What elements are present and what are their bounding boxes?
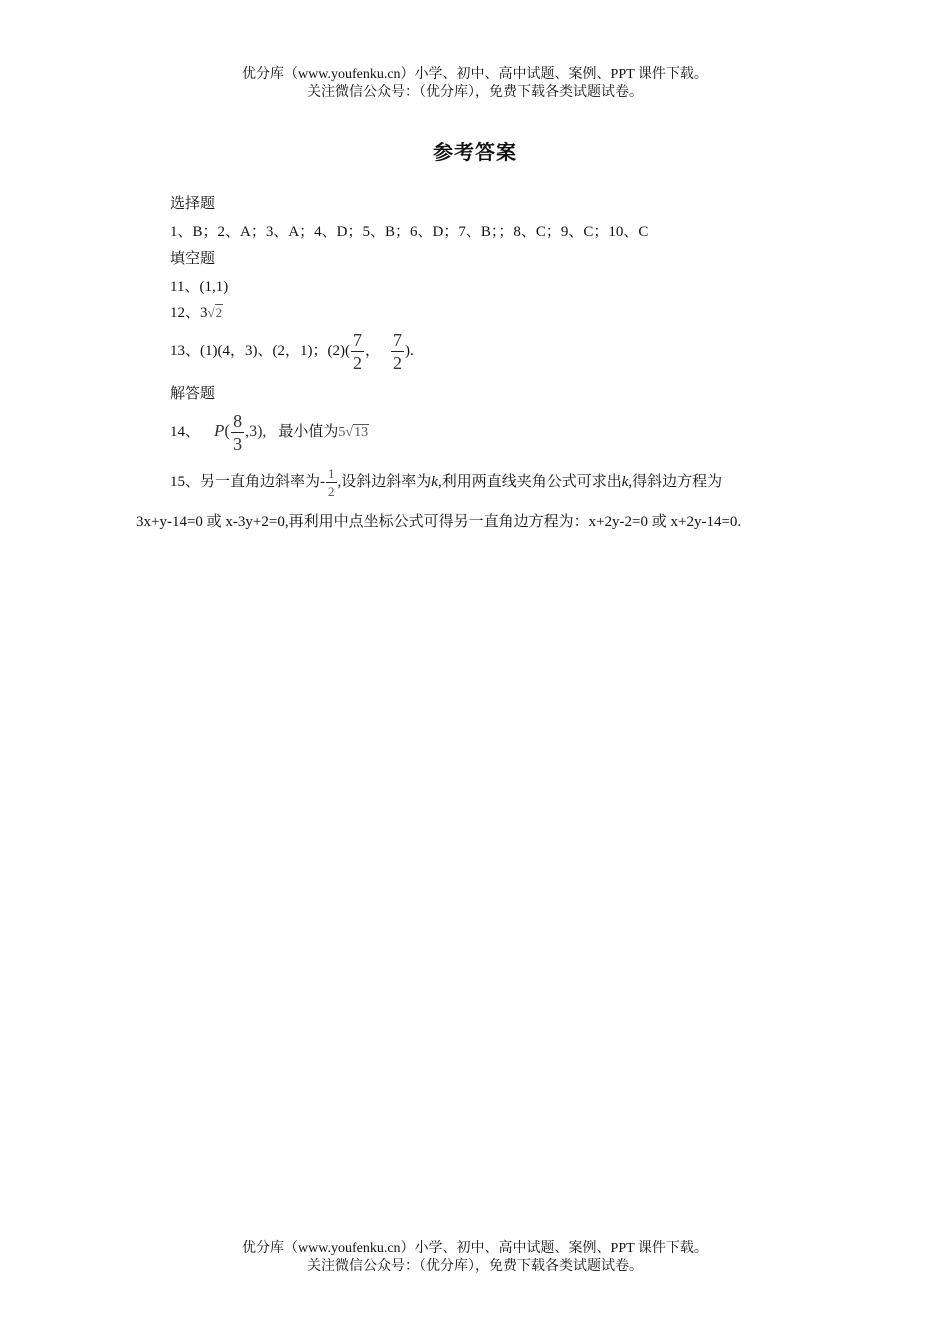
section-solve-heading: 解答题: [170, 386, 216, 402]
header-line-2: 关注微信公众号：（优分库），免费下载各类试题试卷。: [307, 85, 643, 100]
answer-15-k1: k: [431, 474, 438, 490]
fraction-numerator: 7: [392, 330, 402, 351]
answer-12: [170, 303, 223, 323]
answer-15-fraction: [326, 467, 337, 498]
page-header: [0, 66, 950, 102]
answer-13-suffix: ).: [404, 343, 414, 359]
answer-15-a: 15、另一直角边斜率为-: [170, 474, 325, 490]
answer-12-radicand: 2: [215, 305, 223, 320]
sqrt-symbol: √2: [207, 305, 223, 320]
answer-13-prefix: 13、(1)(4，3)、(2，1)；(2)(: [170, 343, 350, 359]
answer-14-min-value: 5√13: [338, 425, 369, 440]
answer-14-point: P: [214, 421, 225, 440]
answer-14-min-coef: 5: [338, 425, 346, 440]
answer-15-c: ,利用两直线夹角公式可求出: [437, 474, 622, 490]
answer-14: [170, 410, 369, 454]
answer-15-line-2: 3x+y-14=0 或 x-3y+2=0,再利用中点坐标公式可得另一直角边方程为：x+2y-2=0 或 x+2y-14=0.: [136, 514, 742, 530]
footer-line-1: 优分库（www.youfenku.cn）小学、初中、高中试题、案例、PPT 课件下载。: [242, 1241, 708, 1256]
fraction-numerator: 7: [352, 330, 362, 351]
page-footer: [0, 1240, 950, 1276]
answer-14-min-label: 最小值为: [278, 424, 339, 440]
fraction-numerator: 1: [328, 466, 335, 482]
answer-14-rest: ,3),: [245, 423, 267, 440]
answer-15-k2: k: [621, 474, 629, 490]
choice-answers: 1、B；2、A；3、A；4、D；5、B；6、D；7、B；；8、C；9、C；10、C: [170, 224, 649, 240]
fraction-denominator: 2: [328, 484, 335, 500]
answer-13-separator: ，: [364, 343, 380, 359]
answer-14-open: (: [224, 421, 231, 440]
section-choice-heading: 选择题: [170, 196, 216, 212]
footer-line-2: 关注微信公众号：（优分库），免费下载各类试题试卷。: [307, 1259, 643, 1274]
fraction-denominator: 2: [392, 353, 402, 374]
answer-12-prefix: 12、3: [170, 305, 208, 321]
answer-13-fraction-2: [391, 331, 404, 372]
section-fill-heading: 填空题: [170, 251, 216, 267]
answer-15-line-1: [170, 462, 722, 502]
answer-13: [170, 331, 414, 372]
answer-11: 11、(1,1): [170, 279, 229, 295]
answer-15-d: ,得斜边方程为: [628, 474, 723, 490]
fraction-denominator: 3: [233, 434, 243, 455]
page-title: 参考答案: [433, 140, 517, 164]
answer-14-fraction: [231, 412, 244, 453]
answer-15-b: ,设斜边斜率为: [337, 474, 432, 490]
answer-13-fraction-1: [351, 331, 364, 372]
answer-14-min-radicand: 13: [354, 425, 369, 440]
fraction-numerator: 8: [233, 411, 243, 432]
answer-14-prefix: 14、: [170, 424, 201, 440]
fraction-denominator: 2: [352, 353, 362, 374]
header-line-1: 优分库（www.youfenku.cn）小学、初中、高中试题、案例、PPT 课件下载。: [242, 67, 708, 82]
